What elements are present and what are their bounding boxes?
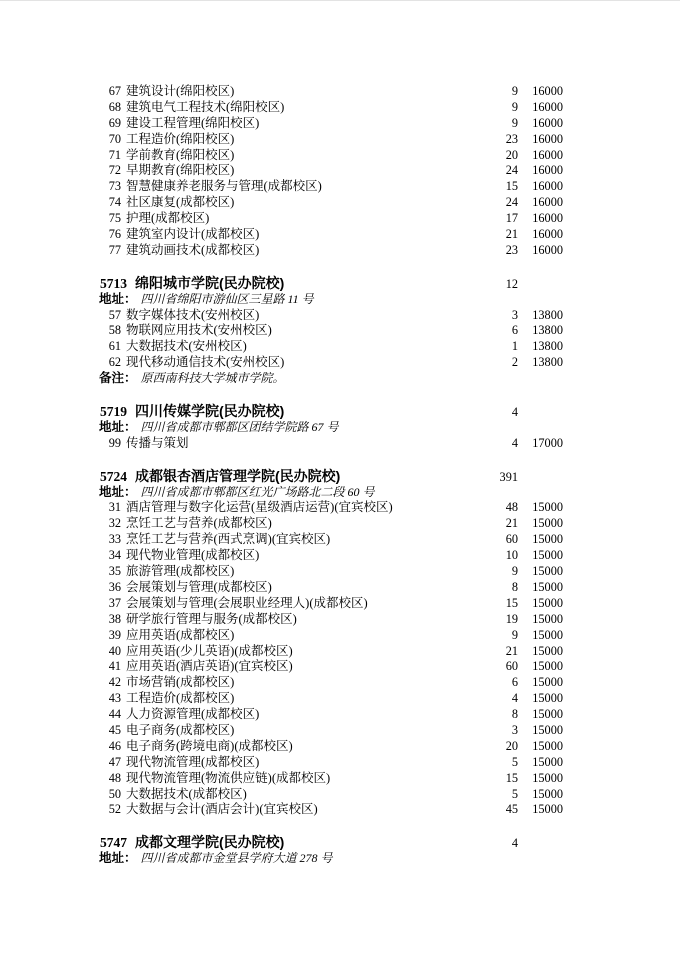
major-row	[0, 739, 680, 755]
tuition-fee: 16000	[532, 84, 563, 98]
row-number: 40	[108, 643, 121, 658]
tuition-fee: 16000	[532, 179, 563, 194]
school-section	[0, 276, 680, 387]
major-name: 研学旅行管理与服务(成都校区)	[126, 611, 297, 626]
major-name: 现代移动通信技术(安州校区)	[126, 355, 285, 370]
school-plan-list	[0, 84, 680, 867]
plan-count: 15	[505, 179, 518, 194]
major-name: 会展策划与管理(成都校区)	[126, 579, 272, 594]
major-row	[0, 516, 680, 532]
major-row	[0, 308, 680, 324]
row-number: 67	[108, 84, 121, 98]
row-number: 47	[108, 754, 121, 769]
row-number: 77	[108, 242, 121, 257]
row-number: 61	[108, 339, 121, 354]
plan-count: 2	[511, 355, 518, 370]
major-name: 护理(成都校区)	[126, 211, 210, 226]
row-number: 69	[108, 115, 121, 130]
school-name: 四川传媒学院(民办院校)	[135, 403, 285, 420]
row-number: 44	[108, 707, 121, 722]
row-number: 62	[108, 355, 121, 370]
major-row	[0, 580, 680, 596]
major-row	[0, 771, 680, 787]
major-name: 应用英语(少儿英语)(成都校区)	[126, 643, 293, 658]
school-name: 绵阳城市学院(民办院校)	[135, 274, 285, 291]
row-number: 99	[108, 435, 121, 450]
row-number: 38	[108, 611, 121, 626]
address-line	[0, 420, 680, 436]
major-name: 应用英语(成都校区)	[126, 627, 235, 642]
major-name: 人力资源管理(成都校区)	[126, 707, 260, 722]
major-name: 智慧健康养老服务与管理(成都校区)	[126, 179, 322, 194]
address-label: 地址：	[99, 851, 137, 866]
major-row	[0, 323, 680, 339]
major-row	[0, 564, 680, 580]
row-number: 50	[108, 786, 121, 801]
tuition-fee: 16000	[532, 227, 563, 242]
plan-count: 15	[505, 595, 518, 610]
major-name: 现代物业管理(成都校区)	[126, 548, 260, 563]
major-name: 物联网应用技术(安州校区)	[126, 323, 272, 338]
school-header	[0, 835, 680, 851]
major-row	[0, 500, 680, 516]
plan-count: 3	[511, 307, 518, 322]
major-name: 学前教育(绵阳校区)	[126, 147, 235, 162]
row-number: 35	[108, 564, 121, 579]
school-code: 5747	[100, 835, 127, 851]
major-row	[0, 659, 680, 675]
major-row	[0, 755, 680, 771]
major-name: 市场营销(成都校区)	[126, 675, 235, 690]
major-row	[0, 84, 680, 100]
school-header	[0, 469, 680, 485]
address-label: 地址：	[99, 484, 137, 499]
row-number: 32	[108, 516, 121, 531]
row-number: 46	[108, 738, 121, 753]
plan-count: 3	[511, 722, 518, 737]
major-name: 建筑电气工程技术(绵阳校区)	[126, 99, 285, 114]
plan-count: 5	[511, 786, 518, 801]
tuition-fee: 15000	[532, 627, 563, 642]
school-section	[0, 404, 680, 452]
plan-count: 9	[511, 84, 518, 98]
major-row	[0, 339, 680, 355]
major-name: 大数据技术(安州校区)	[126, 339, 247, 354]
tuition-fee: 13800	[532, 339, 563, 354]
major-name: 烹饪工艺与营养(成都校区)	[126, 516, 272, 531]
row-number: 34	[108, 548, 121, 563]
tuition-fee: 15000	[532, 786, 563, 801]
row-number: 58	[108, 323, 121, 338]
school-name: 成都文理学院(民办院校)	[135, 834, 285, 851]
tuition-fee: 15000	[532, 595, 563, 610]
tuition-fee: 16000	[532, 163, 563, 178]
school-total-quota: 12	[505, 276, 518, 291]
major-row	[0, 596, 680, 612]
major-row	[0, 436, 680, 452]
major-row	[0, 612, 680, 628]
major-row	[0, 195, 680, 211]
row-number: 42	[108, 675, 121, 690]
major-name: 电子商务(成都校区)	[126, 722, 235, 737]
major-row	[0, 802, 680, 818]
tuition-fee: 15000	[532, 722, 563, 737]
plan-count: 15	[505, 770, 518, 785]
school-header	[0, 276, 680, 292]
tuition-fee: 16000	[532, 147, 563, 162]
tuition-fee: 15000	[532, 548, 563, 563]
address-text: 四川省成都市金堂县学府大道 278 号	[140, 851, 333, 866]
major-row	[0, 628, 680, 644]
major-row	[0, 211, 680, 227]
major-row	[0, 243, 680, 259]
row-number: 71	[108, 147, 121, 162]
major-name: 现代物流管理(物流供应链)(成都校区)	[126, 770, 331, 785]
school-total-quota: 391	[499, 469, 518, 484]
major-row	[0, 644, 680, 660]
tuition-fee: 13800	[532, 355, 563, 370]
plan-count: 4	[511, 435, 518, 450]
row-number: 75	[108, 211, 121, 226]
major-name: 应用英语(酒店英语)(宜宾校区)	[126, 659, 293, 674]
row-number: 70	[108, 131, 121, 146]
address-line	[0, 851, 680, 867]
tuition-fee: 17000	[532, 435, 563, 450]
major-name: 酒店管理与数字化运营(星级酒店运营)(宜宾校区)	[126, 500, 393, 515]
major-name: 工程造价(成都校区)	[126, 691, 235, 706]
address-label: 地址：	[99, 419, 137, 434]
plan-count: 9	[511, 564, 518, 579]
tuition-fee: 15000	[532, 754, 563, 769]
plan-count: 21	[505, 643, 518, 658]
row-number: 48	[108, 770, 121, 785]
major-row	[0, 548, 680, 564]
major-row	[0, 100, 680, 116]
row-number: 72	[108, 163, 121, 178]
row-number: 31	[108, 500, 121, 515]
tuition-fee: 15000	[532, 564, 563, 579]
major-name: 建设工程管理(绵阳校区)	[126, 115, 260, 130]
tuition-fee: 16000	[532, 195, 563, 210]
major-row	[0, 227, 680, 243]
note-label: 备注：	[99, 371, 137, 386]
note-line	[0, 371, 680, 387]
major-row	[0, 132, 680, 148]
plan-count: 9	[511, 627, 518, 642]
major-name: 工程造价(绵阳校区)	[126, 131, 235, 146]
plan-count: 6	[511, 323, 518, 338]
row-number: 36	[108, 579, 121, 594]
plan-count: 10	[505, 548, 518, 563]
address-line	[0, 292, 680, 308]
address-text: 四川省绵阳市游仙区三星路 11 号	[140, 291, 314, 306]
major-name: 建筑动画技术(成都校区)	[126, 242, 260, 257]
plan-count: 24	[505, 163, 518, 178]
tuition-fee: 15000	[532, 802, 563, 817]
major-row	[0, 163, 680, 179]
plan-count: 24	[505, 195, 518, 210]
plan-count: 23	[505, 242, 518, 257]
address-text: 四川省成都市郫都区红光广场路北二段 60 号	[140, 484, 375, 499]
tuition-fee: 16000	[532, 211, 563, 226]
major-row	[0, 355, 680, 371]
row-number: 45	[108, 722, 121, 737]
major-row	[0, 179, 680, 195]
tuition-fee: 15000	[532, 738, 563, 753]
plan-count: 1	[511, 339, 518, 354]
row-number: 37	[108, 595, 121, 610]
major-row	[0, 148, 680, 164]
plan-count: 17	[505, 211, 518, 226]
tuition-fee: 16000	[532, 115, 563, 130]
plan-count: 48	[505, 500, 518, 515]
row-number: 74	[108, 195, 121, 210]
school-section	[0, 84, 680, 259]
major-name: 建筑设计(绵阳校区)	[126, 84, 235, 98]
tuition-fee: 15000	[532, 675, 563, 690]
tuition-fee: 15000	[532, 516, 563, 531]
major-row	[0, 723, 680, 739]
school-section	[0, 835, 680, 867]
major-name: 会展策划与管理(会展职业经理人)(成都校区)	[126, 595, 368, 610]
school-section	[0, 469, 680, 819]
tuition-fee: 16000	[532, 99, 563, 114]
address-label: 地址：	[99, 291, 137, 306]
major-name: 数字媒体技术(安州校区)	[126, 307, 260, 322]
note-text: 原西南科技大学城市学院。	[140, 371, 285, 386]
tuition-fee: 15000	[532, 770, 563, 785]
school-total-quota: 4	[511, 836, 518, 851]
plan-count: 21	[505, 516, 518, 531]
plan-count: 8	[511, 579, 518, 594]
row-number: 76	[108, 227, 121, 242]
row-number: 57	[108, 307, 121, 322]
tuition-fee: 16000	[532, 131, 563, 146]
row-number: 73	[108, 179, 121, 194]
plan-count: 9	[511, 115, 518, 130]
tuition-fee: 15000	[532, 691, 563, 706]
major-row	[0, 707, 680, 723]
school-code: 5724	[100, 468, 127, 484]
plan-count: 19	[505, 611, 518, 626]
plan-count: 20	[505, 738, 518, 753]
school-total-quota: 4	[511, 405, 518, 420]
plan-count: 21	[505, 227, 518, 242]
tuition-fee: 15000	[532, 707, 563, 722]
major-name: 现代物流管理(成都校区)	[126, 754, 260, 769]
major-row	[0, 675, 680, 691]
tuition-fee: 16000	[532, 242, 563, 257]
major-name: 电子商务(跨境电商)(成都校区)	[126, 738, 293, 753]
plan-count: 23	[505, 131, 518, 146]
tuition-fee: 15000	[532, 532, 563, 547]
major-row	[0, 116, 680, 132]
plan-count: 60	[505, 659, 518, 674]
plan-count: 5	[511, 754, 518, 769]
school-name: 成都银杏酒店管理学院(民办院校)	[135, 467, 341, 484]
school-code: 5719	[100, 404, 127, 420]
school-header	[0, 404, 680, 420]
major-name: 旅游管理(成都校区)	[126, 564, 235, 579]
row-number: 41	[108, 659, 121, 674]
plan-count: 60	[505, 532, 518, 547]
major-name: 社区康复(成都校区)	[126, 195, 235, 210]
major-name: 建筑室内设计(成都校区)	[126, 227, 260, 242]
major-name: 传播与策划	[126, 435, 189, 450]
row-number: 39	[108, 627, 121, 642]
row-number: 33	[108, 532, 121, 547]
plan-count: 9	[511, 99, 518, 114]
tuition-fee: 15000	[532, 579, 563, 594]
plan-count: 20	[505, 147, 518, 162]
tuition-fee: 15000	[532, 611, 563, 626]
major-name: 烹饪工艺与营养(西式烹调)(宜宾校区)	[126, 532, 331, 547]
tuition-fee: 13800	[532, 323, 563, 338]
tuition-fee: 15000	[532, 500, 563, 515]
major-name: 早期教育(绵阳校区)	[126, 163, 235, 178]
plan-count: 4	[511, 691, 518, 706]
row-number: 68	[108, 99, 121, 114]
major-row	[0, 787, 680, 803]
address-text: 四川省成都市郫都区团结学院路 67 号	[140, 419, 339, 434]
school-code: 5713	[100, 275, 127, 291]
plan-count: 45	[505, 802, 518, 817]
major-name: 大数据与会计(酒店会计)(宜宾校区)	[126, 802, 318, 817]
plan-count: 8	[511, 707, 518, 722]
major-name: 大数据技术(成都校区)	[126, 786, 247, 801]
address-line	[0, 485, 680, 501]
row-number: 52	[108, 802, 121, 817]
row-number: 43	[108, 691, 121, 706]
tuition-fee: 15000	[532, 643, 563, 658]
plan-count: 6	[511, 675, 518, 690]
tuition-fee: 13800	[532, 307, 563, 322]
major-row	[0, 691, 680, 707]
tuition-fee: 15000	[532, 659, 563, 674]
major-row	[0, 532, 680, 548]
